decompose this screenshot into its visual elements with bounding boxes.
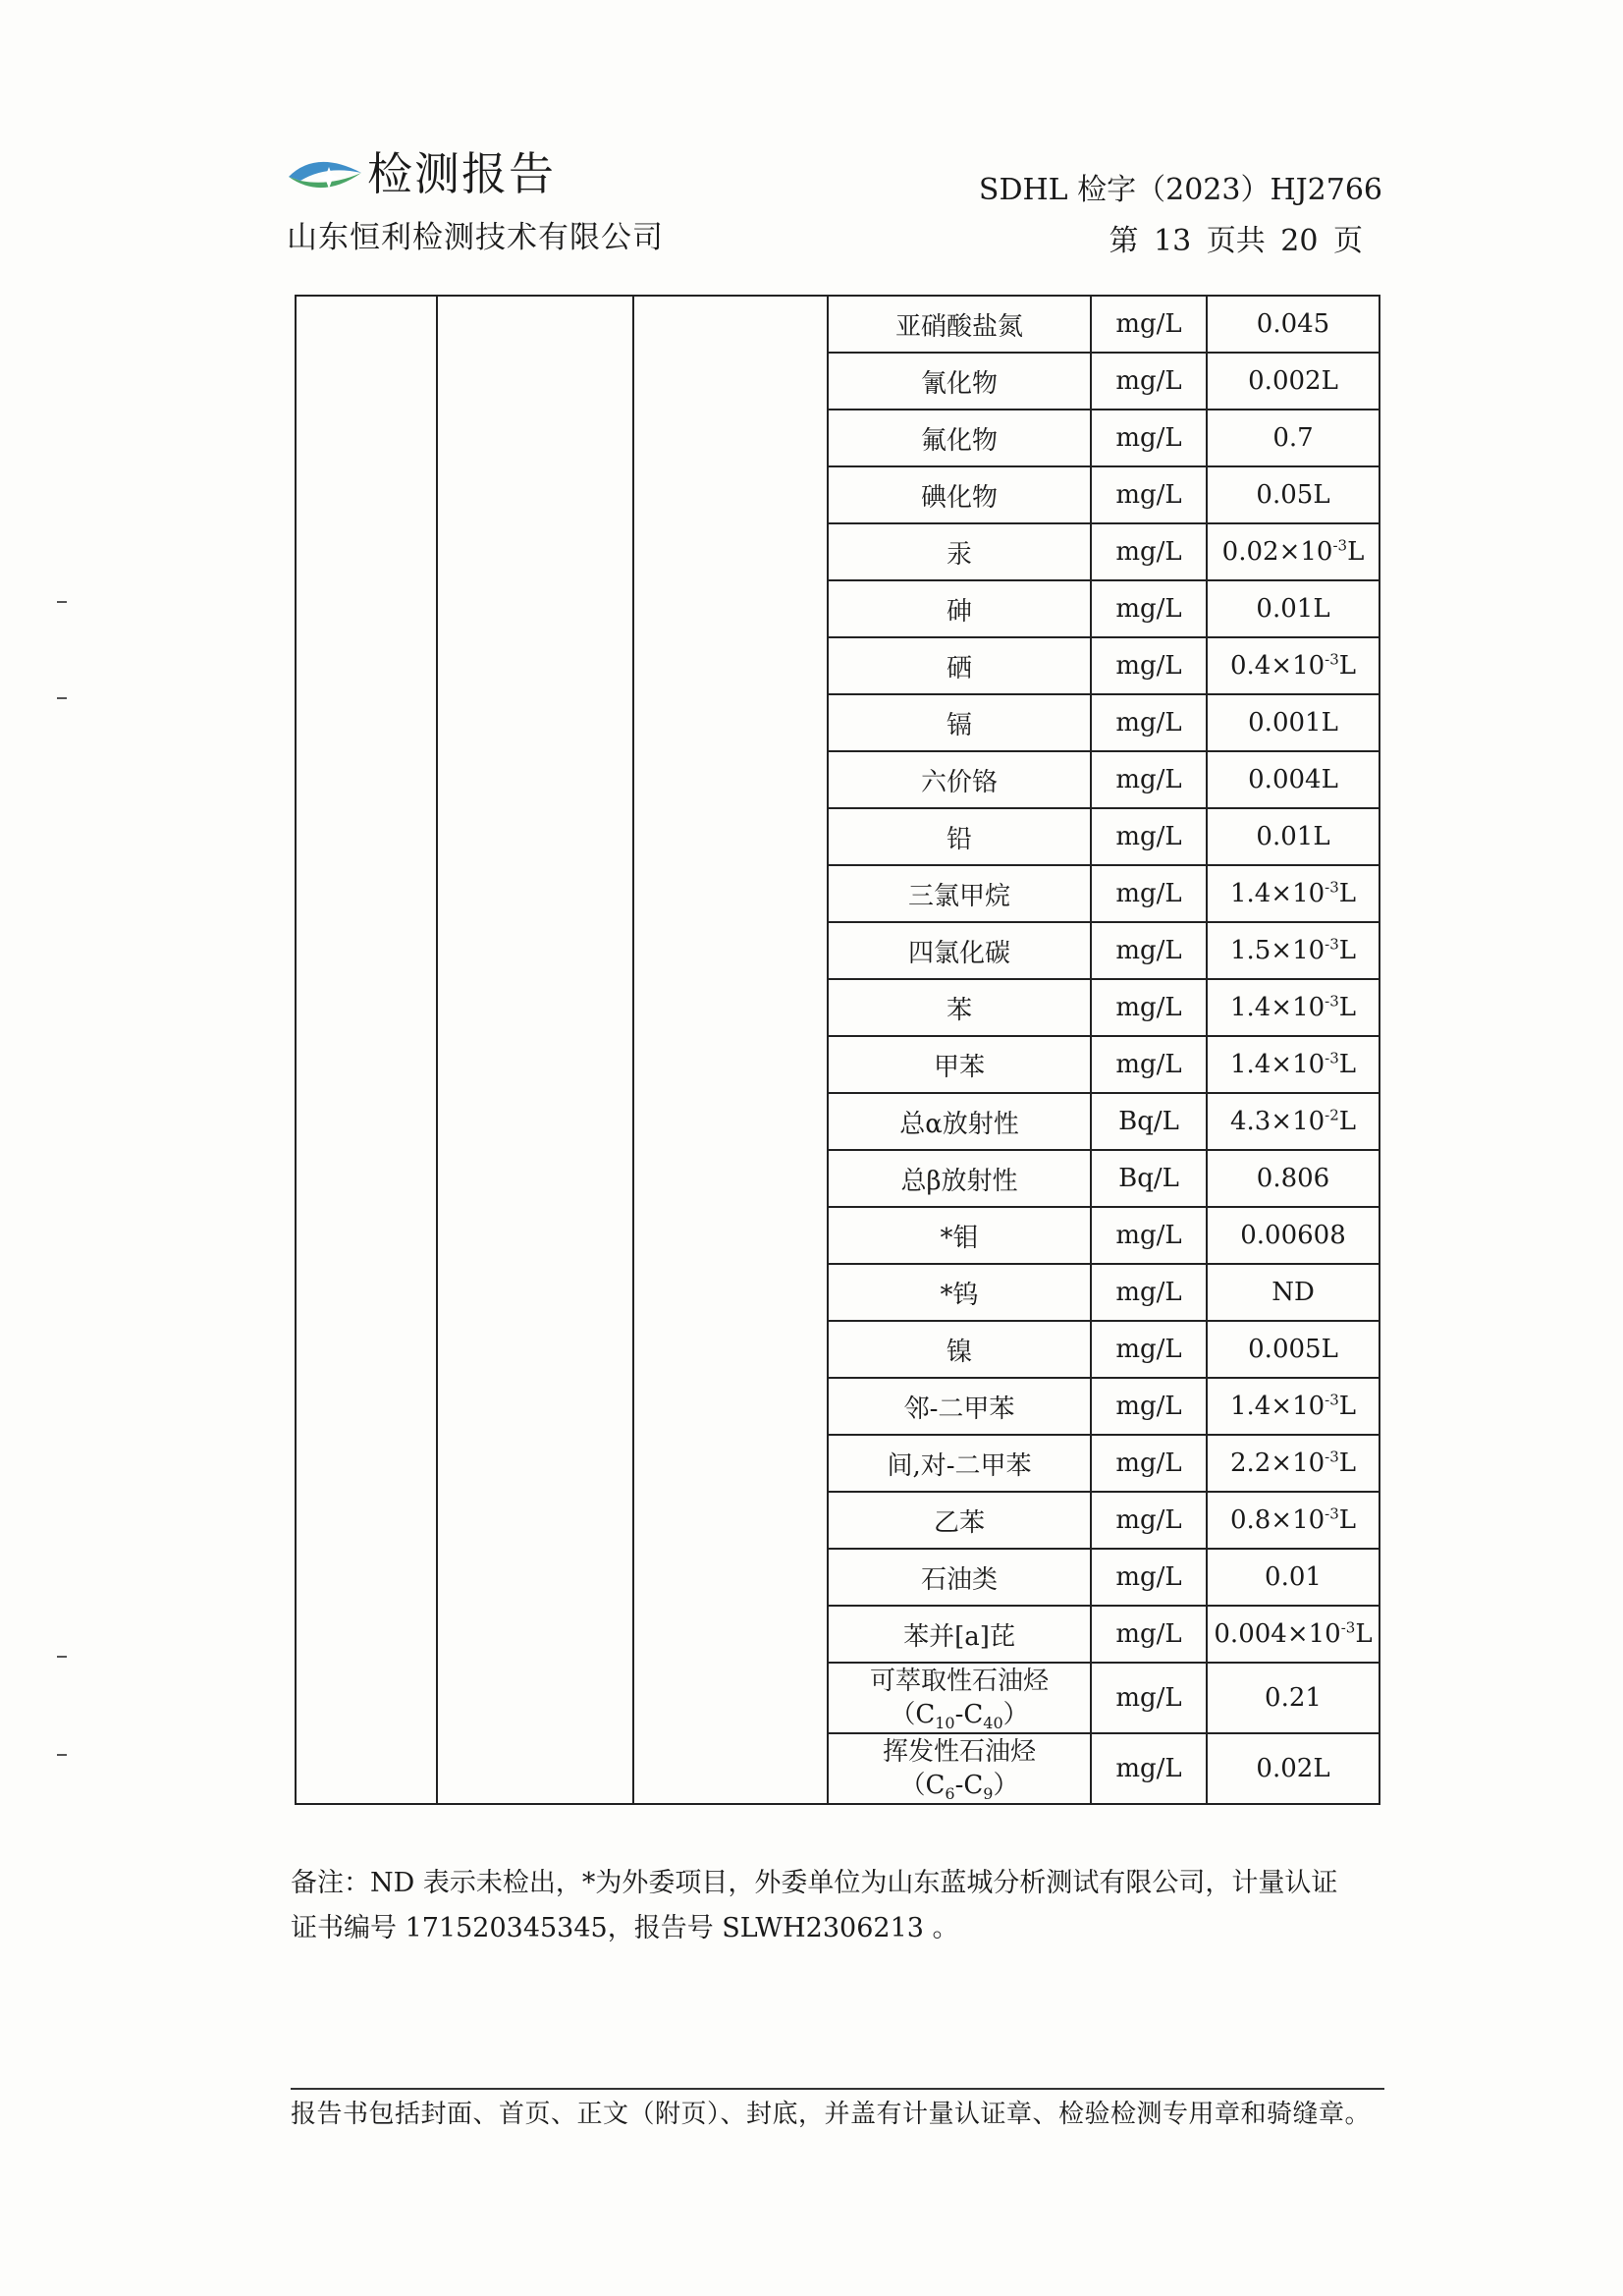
value-suffix: L bbox=[1338, 1050, 1357, 1079]
unit-cell: mg/L bbox=[1091, 979, 1207, 1036]
unit-cell: mg/L bbox=[1091, 1321, 1207, 1378]
unit-cell: mg/L bbox=[1091, 637, 1207, 694]
item-cell: *钼 bbox=[828, 1207, 1091, 1264]
range-start: 6 bbox=[945, 1784, 955, 1804]
item-cell: 亚硝酸盐氮 bbox=[828, 296, 1091, 353]
value-suffix: L bbox=[1338, 936, 1357, 965]
unit-cell: mg/L bbox=[1091, 751, 1207, 808]
unit-cell: mg/L bbox=[1091, 808, 1207, 865]
unit-cell: Bq/L bbox=[1091, 1093, 1207, 1150]
edge-mark bbox=[57, 697, 67, 699]
value-cell bbox=[1207, 1492, 1380, 1549]
item-name: 挥发性石油烃 bbox=[882, 1737, 1036, 1767]
item-cell: 碘化物 bbox=[828, 466, 1091, 523]
blank-cell bbox=[633, 296, 828, 1804]
unit-cell: mg/L bbox=[1091, 1207, 1207, 1264]
value-exponent: -3 bbox=[1325, 1448, 1339, 1466]
unit-cell: mg/L bbox=[1091, 1036, 1207, 1093]
range-start: 10 bbox=[935, 1714, 955, 1733]
edge-mark bbox=[57, 1754, 67, 1756]
range-close: ） bbox=[993, 1771, 1019, 1800]
value-cell: 0.002L bbox=[1207, 353, 1380, 410]
blank-cell bbox=[437, 296, 633, 1804]
unit-cell: mg/L bbox=[1091, 1606, 1207, 1663]
value-cell: 0.01L bbox=[1207, 580, 1380, 637]
value-base: 0.02×10 bbox=[1221, 537, 1333, 567]
value-exponent: -3 bbox=[1325, 1504, 1339, 1523]
item-cell: 氰化物 bbox=[828, 353, 1091, 410]
value-base: 1.4×10 bbox=[1229, 1392, 1325, 1421]
unit-cell: mg/L bbox=[1091, 1663, 1207, 1733]
unit-cell: mg/L bbox=[1091, 353, 1207, 410]
value-cell: 0.005L bbox=[1207, 1321, 1380, 1378]
value-suffix: L bbox=[1355, 1619, 1373, 1649]
value-suffix: L bbox=[1338, 1392, 1357, 1421]
value-exponent: -3 bbox=[1325, 992, 1339, 1011]
value-cell: 0.004L bbox=[1207, 751, 1380, 808]
value-exponent: -2 bbox=[1325, 1106, 1339, 1124]
value-cell bbox=[1207, 1036, 1380, 1093]
item-carbon-range bbox=[829, 1769, 1090, 1802]
unit-cell: mg/L bbox=[1091, 694, 1207, 751]
value-cell: 0.806 bbox=[1207, 1150, 1380, 1207]
edge-mark bbox=[57, 1656, 67, 1658]
value-exponent: -3 bbox=[1332, 536, 1348, 555]
value-cell: 0.7 bbox=[1207, 410, 1380, 466]
value-exponent: -3 bbox=[1325, 650, 1339, 669]
item-cell: 三氯甲烷 bbox=[828, 865, 1091, 922]
unit-cell: mg/L bbox=[1091, 1549, 1207, 1606]
value-cell bbox=[1207, 1378, 1380, 1435]
value-cell bbox=[1207, 1093, 1380, 1150]
unit-cell: mg/L bbox=[1091, 1378, 1207, 1435]
unit-cell: Bq/L bbox=[1091, 1150, 1207, 1207]
item-cell: 甲苯 bbox=[828, 1036, 1091, 1093]
unit-cell: mg/L bbox=[1091, 523, 1207, 580]
item-cell: 镍 bbox=[828, 1321, 1091, 1378]
remarks-line-2: 证书编号 171520345345，报告号 SLWH2306213 。 bbox=[291, 1913, 959, 1943]
results-table bbox=[295, 295, 1379, 1805]
remarks-note bbox=[291, 1861, 1380, 1951]
value-cell bbox=[1207, 922, 1380, 979]
unit-cell: mg/L bbox=[1091, 1435, 1207, 1492]
unit-cell: mg/L bbox=[1091, 865, 1207, 922]
range-open: （C bbox=[899, 1771, 946, 1800]
remarks-line-1: 备注：ND 表示未检出，*为外委项目，外委单位为山东蓝城分析测试有限公司，计量认证 bbox=[291, 1868, 1338, 1898]
value-cell bbox=[1207, 865, 1380, 922]
unit-cell: mg/L bbox=[1091, 580, 1207, 637]
unit-cell: mg/L bbox=[1091, 296, 1207, 353]
blank-cell bbox=[296, 296, 437, 1804]
item-cell: 汞 bbox=[828, 523, 1091, 580]
item-cell bbox=[828, 1663, 1091, 1733]
item-carbon-range bbox=[829, 1698, 1090, 1731]
table-row bbox=[296, 296, 1380, 353]
value-base: 1.4×10 bbox=[1229, 1050, 1325, 1079]
value-cell: 0.02L bbox=[1207, 1733, 1380, 1804]
report-number: SDHL 检字（2023）HJ2766 bbox=[978, 173, 1382, 207]
range-close: ） bbox=[1002, 1700, 1029, 1729]
value-cell: 0.21 bbox=[1207, 1663, 1380, 1733]
value-suffix: L bbox=[1338, 1107, 1357, 1136]
value-exponent: -3 bbox=[1325, 935, 1339, 954]
value-cell: 0.05L bbox=[1207, 466, 1380, 523]
item-cell: 苯并[a]芘 bbox=[828, 1606, 1091, 1663]
value-cell: 0.01L bbox=[1207, 808, 1380, 865]
report-header-left bbox=[287, 147, 664, 256]
value-base: 1.5×10 bbox=[1229, 936, 1325, 965]
range-end: 40 bbox=[983, 1714, 1003, 1733]
value-cell: 0.01 bbox=[1207, 1549, 1380, 1606]
value-base: 0.004×10 bbox=[1214, 1619, 1341, 1649]
value-suffix: L bbox=[1338, 993, 1357, 1022]
value-cell bbox=[1207, 979, 1380, 1036]
item-cell: *钨 bbox=[828, 1264, 1091, 1321]
item-cell: 四氯化碳 bbox=[828, 922, 1091, 979]
value-cell: 0.045 bbox=[1207, 296, 1380, 353]
value-base: 0.4×10 bbox=[1229, 651, 1325, 681]
unit-cell: mg/L bbox=[1091, 466, 1207, 523]
value-base: 4.3×10 bbox=[1229, 1107, 1325, 1136]
value-exponent: -3 bbox=[1325, 1391, 1339, 1409]
item-name: 可萃取性石油烃 bbox=[869, 1667, 1049, 1696]
item-cell: 苯 bbox=[828, 979, 1091, 1036]
item-cell: 总α放射性 bbox=[828, 1093, 1091, 1150]
value-base: 2.2×10 bbox=[1229, 1449, 1325, 1478]
unit-cell: mg/L bbox=[1091, 1492, 1207, 1549]
item-cell: 总β放射性 bbox=[828, 1150, 1091, 1207]
value-exponent: -3 bbox=[1325, 878, 1339, 897]
company-name: 山东恒利检测技术有限公司 bbox=[287, 220, 664, 255]
item-cell: 乙苯 bbox=[828, 1492, 1091, 1549]
edge-mark bbox=[57, 601, 67, 603]
item-cell: 铅 bbox=[828, 808, 1091, 865]
range-mid: -C bbox=[954, 1700, 984, 1729]
value-suffix: L bbox=[1338, 1449, 1357, 1478]
range-mid: -C bbox=[954, 1771, 984, 1800]
value-cell bbox=[1207, 1606, 1380, 1663]
value-cell bbox=[1207, 1435, 1380, 1492]
item-cell bbox=[828, 1733, 1091, 1804]
value-base: 0.8×10 bbox=[1229, 1505, 1325, 1535]
unit-cell: mg/L bbox=[1091, 1264, 1207, 1321]
value-base: 1.4×10 bbox=[1229, 879, 1325, 908]
page-number: 第 13 页共 20 页 bbox=[1109, 224, 1363, 258]
value-exponent: -3 bbox=[1325, 1049, 1339, 1067]
item-cell: 镉 bbox=[828, 694, 1091, 751]
value-suffix: L bbox=[1347, 537, 1365, 567]
value-exponent: -3 bbox=[1340, 1618, 1356, 1637]
item-cell: 六价铬 bbox=[828, 751, 1091, 808]
report-header-right bbox=[979, 165, 1382, 259]
range-end: 9 bbox=[983, 1784, 994, 1804]
company-logo-icon bbox=[287, 147, 363, 200]
item-cell: 石油类 bbox=[828, 1549, 1091, 1606]
value-base: 1.4×10 bbox=[1229, 993, 1325, 1022]
item-cell: 硒 bbox=[828, 637, 1091, 694]
report-title: 检测报告 bbox=[367, 147, 556, 200]
unit-cell: mg/L bbox=[1091, 1733, 1207, 1804]
value-cell bbox=[1207, 637, 1380, 694]
value-suffix: L bbox=[1338, 879, 1357, 908]
item-cell: 邻-二甲苯 bbox=[828, 1378, 1091, 1435]
range-open: （C bbox=[890, 1700, 936, 1729]
value-cell bbox=[1207, 523, 1380, 580]
footer-divider bbox=[291, 2088, 1384, 2090]
value-cell: ND bbox=[1207, 1264, 1380, 1321]
value-cell: 0.001L bbox=[1207, 694, 1380, 751]
value-suffix: L bbox=[1338, 651, 1357, 681]
footer-text: 报告书包括封面、首页、正文（附页）、封底，并盖有计量认证章、检验检测专用章和骑缝章。 bbox=[291, 2100, 1372, 2129]
item-cell: 氟化物 bbox=[828, 410, 1091, 466]
value-cell: 0.00608 bbox=[1207, 1207, 1380, 1264]
value-suffix: L bbox=[1338, 1505, 1357, 1535]
unit-cell: mg/L bbox=[1091, 410, 1207, 466]
item-cell: 砷 bbox=[828, 580, 1091, 637]
item-cell: 间,对-二甲苯 bbox=[828, 1435, 1091, 1492]
unit-cell: mg/L bbox=[1091, 922, 1207, 979]
